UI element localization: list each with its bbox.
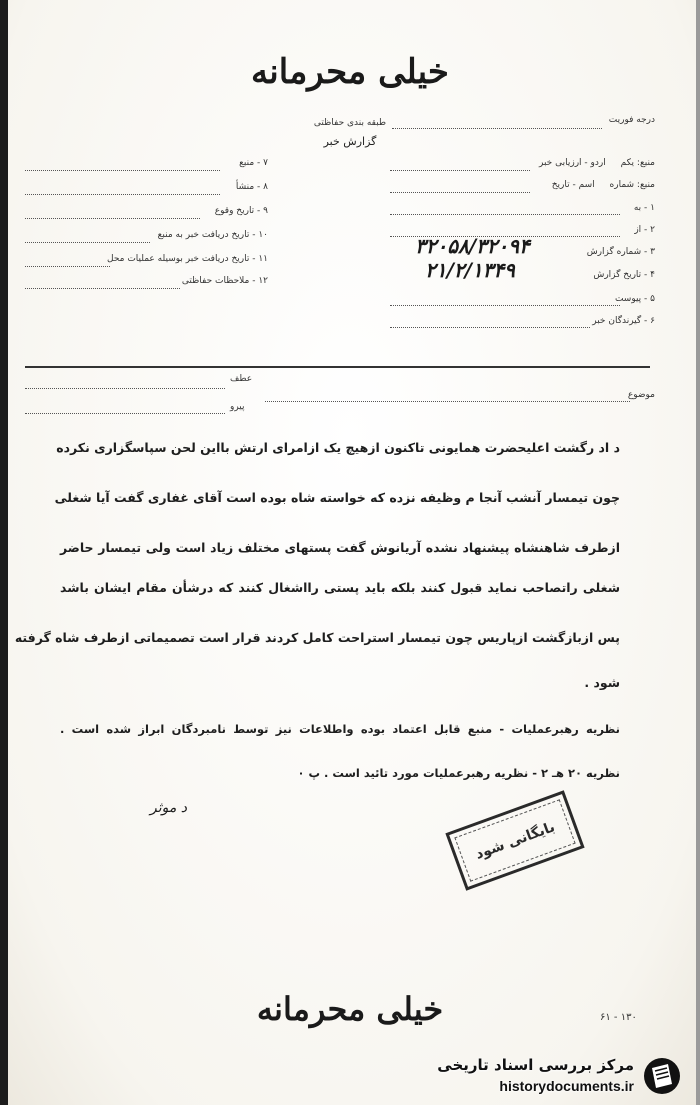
meta-recipients-line (390, 327, 590, 328)
analysis-line-2: نظریه ۲۰ هـ ۲ - نظریه رهبرعملیات مورد تائید است . پ ۰ (297, 766, 620, 780)
urgency-line (392, 128, 602, 129)
classification-subtitle: طبقه بندی حفاظتی (313, 118, 387, 128)
meta-source: منبع: یکم اردو - ارزیابی خبر (538, 158, 655, 168)
document-logo-icon (642, 1056, 682, 1096)
meta-event-date: ۹ - تاریخ وقوع (214, 206, 268, 216)
subject-line (265, 401, 630, 402)
meta-to-line (390, 214, 620, 215)
body-line-3: ازطرف شاهنشاه پیشنهاد نشده آریانوش گفت پستهای مختلف زیاد است ولی تیمسار حاضر (60, 540, 620, 555)
classification-header (0, 52, 700, 92)
classification-header-text: خیلی محرمانه (251, 52, 449, 92)
meta-security-notes: ۱۲ - ملاحظات حفاظتی (181, 276, 268, 286)
classification-footer (0, 990, 700, 1028)
body-line-6: شود . (584, 675, 620, 690)
meta-receive-date-line (25, 242, 150, 243)
meta-source-7: ۷ - منبع (239, 158, 268, 168)
meta-source-line (390, 170, 530, 171)
meta-to: ۱ - به (633, 203, 655, 213)
body-line-1: د اد رگشت اعلیحضرت همایونی تاکنون ازهیچ یک ازامرای ارتش بااین لحن سپاسگزاری نکرده (56, 440, 620, 455)
meta-event-date-line (25, 218, 200, 219)
doc-code: ۱۳۰ - ۶۱ (600, 1012, 637, 1023)
separator-top (25, 366, 650, 368)
classification-footer-text: خیلی محرمانه (256, 990, 444, 1028)
meta-recipients: ۶ - گیرندگان خبر (592, 316, 655, 326)
followup-line (25, 413, 225, 414)
meta-ops-receive-date-line (25, 266, 110, 267)
meta-origin: ۸ - منشأ (235, 182, 268, 192)
meta-attachment: ۵ - پیوست (614, 294, 655, 304)
meta-from: ۲ - از (634, 225, 655, 235)
body-line-5: پس ازبازگشت ازپاریس چون تیمسار استراحت کامل کردند قرار است تصمیماتی ازطرف شاه گرفته (14, 630, 620, 645)
archive-stamp (445, 790, 584, 890)
meta-report-number-label: ۳ - شماره گزارش (586, 247, 655, 257)
archive-stamp-text: بایگانی شود (473, 818, 557, 863)
meta-attachment-line (390, 305, 620, 306)
scan-edge-left (0, 0, 8, 1105)
meta-source-number-line (390, 192, 530, 193)
body-line-2: چون تیمسار آنشب آنجا م وظیفه نزده که خواسته شاه بوده است آقای غفاری گفت آیا شغلی (54, 490, 620, 505)
reference-label: عطف (230, 374, 253, 384)
meta-security-notes-line (25, 288, 180, 289)
meta-report-date-label: ۴ - تاریخ گزارش (593, 270, 655, 280)
watermark (430, 1048, 700, 1105)
meta-receive-date: ۱۰ - تاریخ دریافت خبر به منبع (157, 230, 268, 240)
watermark-title: مرکز بررسی اسناد تاریخی (437, 1056, 634, 1074)
report-number-handwritten: ۳۲۰۵۸/۳۲۰۹۴ (415, 234, 530, 258)
body-line-4: شغلی راتصاحب نماید قبول کنند بلکه باید پستی رااشغال کنند که درشأن مقام ایشان باشد (60, 580, 620, 595)
meta-source-number: منبع: شماره اسم - تاریخ (551, 180, 655, 190)
meta-source-7-line (25, 170, 220, 171)
meta-ops-receive-date: ۱۱ - تاریخ دریافت خبر بوسیله عملیات محل (107, 254, 268, 264)
analysis-line-1: نظریه رهبرعملیات - منبع قابل اعتماد بوده واطلاعات نیز توسط نامبردگان ابراز شده است . (60, 722, 620, 736)
urgency-label: درجه فوریت (608, 115, 655, 125)
followup-label: پیرو (230, 402, 245, 412)
scan-edge-right (696, 0, 700, 1105)
report-title: گزارش خبر (323, 135, 377, 148)
subject-label: موضوع (627, 390, 655, 400)
meta-origin-line (25, 194, 220, 195)
watermark-url[interactable]: historydocuments.ir (499, 1078, 634, 1094)
report-date-handwritten: ۲۱/۲/۱۳۴۹ (425, 258, 515, 282)
reference-line (25, 388, 225, 389)
signature: د موثر (150, 800, 188, 816)
